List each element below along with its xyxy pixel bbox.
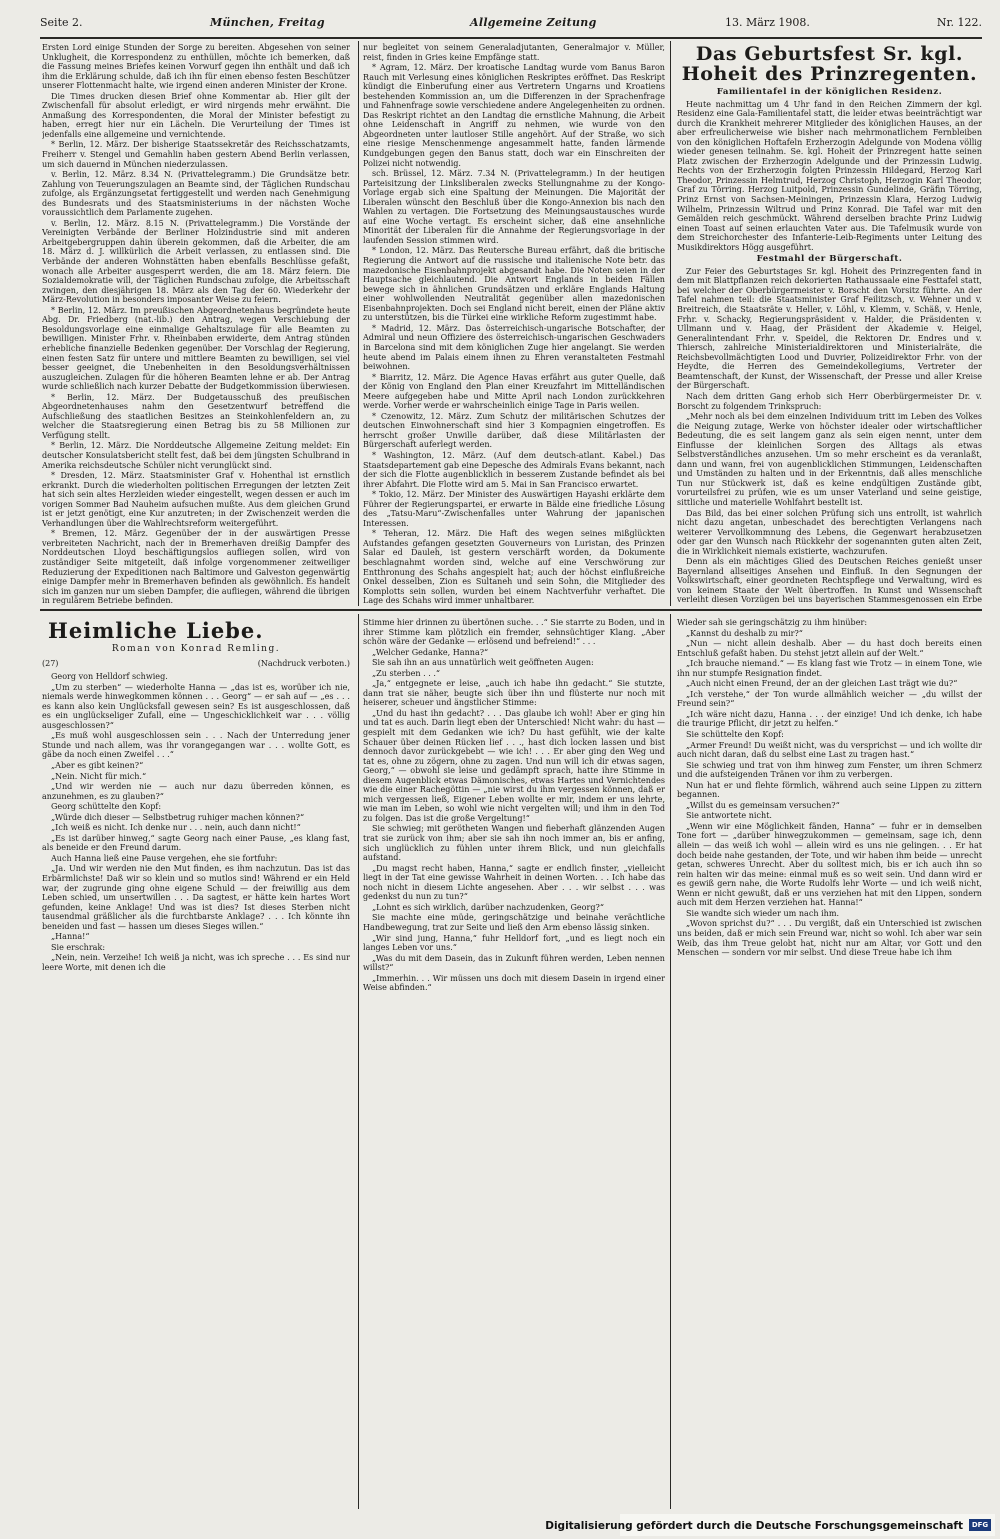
article-paragraph: „Immerhin. . . Wir müssen uns doch mit diesem Dasein in irgend einer Weise abfinden.“	[363, 973, 665, 993]
article-paragraph: „Kannst du deshalb zu mir?“	[686, 628, 803, 638]
article-paragraph: „Zu sterben . . .“	[372, 668, 441, 678]
article-paragraph: v. Berlin, 12. März. 8.34 N. (Privattelegramm.) Die Grundsätze betr. Zahlung von Teuerungszulagen an Beamte sind, der Täglichen Rundschau zufolge, als Ergänzungsetat fertiggestellt und werden nach Genehmigung des Bundesrats und des Staatsministeriums in der nächsten Woche voraussichtlich dem Parlamente zugehen.	[42, 170, 350, 218]
section-subhead: Familientafel in der königlichen Residenz.	[716, 87, 943, 97]
article-paragraph: * Teheran, 12. März. Die Haft des wegen seines mißglückten Aufstandes gefangen gesetzten Gouverneurs von Luristan, des Prinzen Salar ed Dauleh, ist gestern verschärft worden, da Dokumente beschlagnahmt worden sind, welche auf eine Verschwörung zur Entthronung des Schahs angespielt hat; auch der höchst einflußreiche Onkel desselben, Zion es Sultaneh und sein Sohn, die Mitglieder des Komplotts sein sollen, wurden bei einem Nachtverfuhr verhaftet. Die Lage des Schahs wird immer unhaltbarer.	[363, 529, 665, 605]
article-paragraph: „Würde dich dieser — Selbstbetrug ruhiger machen können?“	[51, 812, 305, 822]
article-paragraph: „Und wir werden nie — auch nur dazu überreden können, es anzunehmen, es zu glauben?“	[42, 782, 350, 801]
article-paragraph: Auch Hanna ließ eine Pause vergehen, ehe sie fortfuhr:	[51, 853, 278, 863]
article-paragraph: * Biarritz, 12. März. Die Agence Havas erfährt aus guter Quelle, daß der König von England den Plan einer Kreuzfahrt im Mittelländischen Meere aufgegeben habe und Mitte April nach London zurückkehren werde. Vorher werde er wahrscheinlich einige Tage in Paris weilen.	[363, 372, 665, 411]
installment-number: (27)	[42, 658, 59, 668]
news-column-2	[363, 43, 665, 605]
article-paragraph: „Ja. Und wir werden nie den Mut finden, es ihm nachzutun. Das ist das Erbärmlichste! Daß wir so klein und so mutlos sind! Während er ein Held war, der zugrunde ging ohne eigene Schuld — der freiwillig aus dem Leben schied, um unsertwillen . . . Da sagtest, er hätte kein hartes Wort gefunden, keine Anklage! Und was ist dies? Ist dieses Sterben nicht tausendmal gräßlicher als die furchtbarste Anklage? . . . Ich könnte ihn beneiden und fast — hassen um dieses Sieges willen.“	[42, 864, 350, 931]
article-paragraph: „Du magst recht haben, Hanna,“ sagte er endlich finster, „vielleicht liegt in der Tat eine gewisse Wahrheit in deinen Worten. . . Ich habe das noch nicht in diesem Lichte angesehen. Aber . . . wir selbst . . . was gedenkst du nun zu tun?“	[363, 863, 665, 902]
novel-meta	[42, 659, 350, 669]
digitization-footer	[545, 1514, 995, 1536]
article-paragraph: Denn als ein mächtiges Glied des Deutschen Reiches genießt unser Bayernland allseitiges Ansehen und Einfluß. In den Segnungen der Volkswirtschaft, einer geordneten Rechtspflege und Verwaltung, wird es von keinem Staate der Welt übertroffen. In Kunst und Wissenschaft verleiht diesen Vorzügen bei uns bayerischen Stammesgenossen ein Erbe	[677, 557, 982, 605]
article-paragraph: „Es muß wohl ausgeschlossen sein . . . Nach der Unterredung jener Stunde und nach allem, was ihr vorangegangen war . . . wollte Gott, es gäbe da noch einen Zweifel . . .“	[42, 731, 350, 760]
article-paragraph: Sie machte eine müde, geringschätzige und beinahe verächtliche Handbewegung, trat zur Seite und ließ den Arm ebenso lässig sinken.	[363, 913, 665, 932]
reprint-notice: (Nachdruck verboten.)	[257, 658, 350, 668]
article-paragraph: * Washington, 12. März. (Auf dem deutsch-atlant. Kabel.) Das Staatsdepartement gab eine Depesche des Admirals Evans bekannt, nach der sich die Flotte augenblicklich in besserem Zustande befindet als bei ihrer Abfahrt. Die Flotte wird am 5. Mai in San Francisco erwartet.	[363, 450, 665, 489]
article-paragraph: „Nein. Nicht für mich.“	[51, 771, 147, 781]
section-subhead: Festmahl der Bürgerschaft.	[756, 254, 903, 265]
article-paragraph: nur begleitet von seinem Generaladjutanten, Generalmajor v. Müller, reist, finden in Gries keine Empfänge statt.	[363, 43, 665, 62]
article-paragraph: „Ja,“ entgegnete er leise, „auch ich habe ihn gedacht.“ Sie stutzte, dann trat sie näher, beugte sich über ihn und flüsterte nur noch mit heiserer, scheuer und ängstlicher Stimme:	[363, 679, 665, 708]
news-column-1	[42, 43, 350, 605]
masthead	[40, 6, 982, 34]
article-paragraph: Sie sah ihn an aus unnatürlich weit geöffneten Augen:	[372, 658, 594, 668]
column-divider	[358, 614, 359, 1509]
city-day: München, Freitag	[210, 16, 325, 29]
dfg-logo: DFG	[969, 1519, 991, 1531]
article-paragraph: „Welcher Gedanke, Hanna?“	[372, 647, 489, 657]
article-paragraph: Sie erschrak:	[51, 942, 106, 952]
footer-text: Digitalisierung gefördert durch die Deutsche Forschungsgemeinschaft	[545, 1520, 963, 1532]
novel-author: Roman von Konrad Remling.	[111, 644, 281, 654]
article-paragraph: Nun hat er und flehte förmlich, während auch seine Lippen zu zittern begannen.	[677, 780, 982, 800]
novel-text-1	[42, 672, 350, 972]
article-paragraph: * Berlin, 12. März. Die Norddeutsche Allgemeine Zeitung meldet: Ein deutscher Konsulatsbericht stellt fest, daß bei dem jüngsten Schulbrand in Amerika reichsdeutsche Schüler nicht verunglückt sind.	[42, 441, 350, 470]
article-paragraph: Stimme hier drinnen zu übertönen suche. . .“ Sie starrte zu Boden, und in ihrer Stimme kam plötzlich ein fremder, sehnsüchtiger Klang. „Aber schön wäre der Gedanke — erlösend und befreiend!“ . . .	[363, 618, 665, 647]
article-paragraph: „Nun — nicht allein deshalb. Aber — du hast doch bereits einen Entschluß gefaßt haben. Du stehst jetzt allein auf der Welt.“	[677, 639, 982, 658]
article-paragraph: „Ich verstehe,“ der Ton wurde allmählich weicher — „du willst der Freund sein?“	[677, 689, 982, 709]
article-paragraph: v. Berlin, 12. März. 8.15 N. (Privattelegramm.) Die Vorstände der Vereinigten Verbände der Berliner Holzindustrie sind mit anderen Arbeitgebergruppen dahin überein gekommen, daß die Arbeiter, die am 18. März d. J. willkürlich die Arbeit verlassen, zu entlassen sind. Die Verbände der anderen Wohnstätten haben ebenfalls Beschlüsse gefaßt, wonach alle Arbeiter ausgesperrt werden, die am 18. März feiern. Die Sozialdemokratie will, der Täglichen Rundschau zufolge, die Arbeitsschaft zwingen, den diesjährigen 18. März als den Tag der 60. Wiederkehr der März-Revolution in besonders imposanter Weise zu feiern.	[42, 218, 350, 305]
article-paragraph: Sie antwortete nicht.	[686, 811, 772, 821]
article-paragraph: „Armer Freund! Du weißt nicht, was du versprichst — und ich wollte dir auch nicht daran, daß du selbst eine Last zu tragen hast.“	[677, 740, 982, 760]
section-title: Das Geburtsfest Sr. kgl. Hoheit des Prinzregenten.	[681, 44, 978, 85]
article-paragraph: * Agram, 12. März. Der kroatische Landtag wurde vom Banus Baron Rauch mit Verlesung eines königlichen Reskriptes eröffnet. Das Reskript kündigt die Einberufung einer aus Vertretern Ungarns und Kroatiens bestehenden Kommission an, um die Differenzen in der Sprachenfrage und Fahnenfrage sowie verschiedene andere Angelegenheiten zu ordnen. Das Reskript richtet an den Landtag die ernstliche Mahnung, die Arbeit ohne Leidenschaft in Angriff zu nehmen, wie wurde von den Abgeordneten unter lautloser Stille angehört. Auf der Straße, wo sich eine riesige Menschenmenge angesammelt hatte, fanden lärmende Kundgebungen gegen den Banus statt, doch war ein Einschreiten der Polizei nicht notwendig.	[363, 63, 665, 168]
novel-column-3	[677, 618, 982, 1508]
article-paragraph: „Was du mit dem Dasein, das in Zukunft führen werden, Leben nennen willst?“	[363, 953, 665, 973]
article-paragraph: „Wovon sprichst du?“ . . . Du vergißt, daß ein Unterschied ist zwischen uns beiden, daß er mich sein Freund war, nicht so wohl. Ich aber war sein Weib, das ihm Treue gelobt hat, nicht nur am Altar, vor Gott und den Menschen — sondern vor mir selbst. Und diese Treue habe ich ihm	[677, 919, 982, 958]
article-paragraph: * London, 12. März. Das Reutersche Bureau erfährt, daß die britische Regierung die Antwort auf die russische und italienische Note betr. das mazedonische Eisenbahnprojekt abgesandt habe. Die Noten seien in der Hauptsache gleichlautend. Die Antwort Englands in beiden Fällen bewege sich in ähnlichen Grundsätzen und erkläre Englands Haltung einer wohlwollenden Neutralität gegenüber allen mazedonischen Eisenbahnprojekten. Doch sei England nicht bereit, einen der Pläne aktiv zu unterstützen, bis die Türkei eine wirkliche Reform zugestimmt habe.	[363, 246, 665, 323]
article-paragraph: Georg von Helldorf schwieg.	[51, 672, 168, 682]
article-paragraph: „Ich weiß es nicht. Ich denke nur . . . nein, auch dann nicht!“	[51, 823, 301, 833]
masthead-rule	[40, 37, 982, 39]
article-paragraph: Sie schwieg; mit gerötheten Wangen und fieberhaft glänzenden Augen trat sie zurück von ihm; aber sie sah ihn noch immer an, bis er anfing, sich unglücklich zu fühlen unter ihrem Blick, und nun gleichfalls aufstand.	[363, 824, 665, 863]
article-paragraph: „Und du hast ihn gedacht? . . . Das glaube ich wohl! Aber er ging hin und tat es auch. Darin liegt eben der Unterschied! Nicht wahr: du hast — gespielt mit dem Gedanken wie ich? Du hast gefühlt, wie der kalte Schauer über deinen Rücken lief . . ., hast dich locken lassen und bist dennoch davor zurückgebebt — wie ich! . . . Er aber ging den Weg und tat es, ohne zu zögern, ohne zu zagen. Und nun will ich dir etwas sagen, Georg,“ — obwohl sie leise und gedämpft sprach, hatte ihre Stimme in diesem Augenblick etwas Dämonisches, etwas Hartes und Vernichtendes wie die einer Rachegöttin — „nie wirst du ihm vergessen können, daß er mich vergessen ließ, Eigener Leben wollte er mir, indem er uns lehrte, wie man im Leben, so wohl wie nicht vergelten will; und ihm in den Tod zu folgen. Das ist die große Vergeltung!“	[363, 708, 665, 823]
page-number: Seite 2.	[40, 16, 83, 29]
column-divider	[670, 614, 671, 1509]
article-paragraph: * Tokio, 12. März. Der Minister des Auswärtigen Hayashi erklärte dem Führer der Regierungspartei, er erwarte in Bälde eine friedliche Lösung des „Tatsu-Maru“-Zwischenfalles unter Wahrung der japanischen Interessen.	[363, 490, 665, 528]
novel-title: Heimliche Liebe.	[48, 618, 264, 643]
article-paragraph: * Madrid, 12. März. Das österreichisch-ungarische Botschafter, der Admiral und neun Offiziere des österreichisch-ungarischen Geschwaders in Barcelona sind mit dem königlichen Zuge hier angelangt. Sie werden heute abend im Palais einem ihnen zu Ehren veranstalteten Festmahl beiwohnen.	[363, 323, 665, 372]
article-paragraph: Heute nachmittag um 4 Uhr fand in den Reichen Zimmern der kgl. Residenz eine Gala-Familientafel statt, die leider etwas beeinträchtigt war durch die Krankheit mehrerer Mitglieder des königlichen Hauses, an der aber erfreulicherweise wie bisher nach mehrmonatlichem Fernbleiben von den königlichen Hoftafeln Erzherzogin Adelgunde von Modena völlig wieder genesen teilnahm. Se. kgl. Hoheit der Prinzregent hatte seinen Platz zwischen der Erzherzogin Adelgunde und der Prinzessin Ludwig. Rechts von der Erzherzogin folgten Prinzessin Hildegard, Herzog Karl Theodor, Prinzessin Helmtrud, Herzog Christoph, Herzogin Karl Theodor, Graf zu Törring. Herzog Luitpold, Prinzessin Gundelinde, Gräfin Törring, Prinz Ernst von Sachsen-Meiningen, Prinzessin Klara, Herzog Ludwig Wilhelm, Prinzessin Wiltrud und Prinz Konrad. Die Tafel war mit den Gemälden reich geschmückt. Während derselben brachte Prinz Ludwig einen Toast auf seinen erlauchten Vater aus. Die Tafelmusik wurde von dem Streichorchester des Infanterie-Leib-Regiments unter Leitung des Musikdirektors Högg ausgeführt.	[677, 99, 982, 252]
article-paragraph: „Wenn wir eine Möglichkeit fänden, Hanna“ — fuhr er in demselben Tone fort — „darüber hinwegzukommen — gemeinsam, sage ich, denn allein — das weiß ich wohl — allein wird es uns nie gelingen. . . Er hat doch beide nahe gestanden, der Tote, und wir haben ihm beide — unrecht getan, schweres Unrecht. Aber du solltest mich, bis er ich auch ihn so rein halten wir das meine: einmal muß es so weit sein. Und dann wird er es gewiß gern nahe, die Worte Rudolfs lehr Worte — und ich weiß nicht, Wenn er nicht gewußt, daß er uns verziehen hat mit den Lippen, sondern auch mit dem Herzen verziehen hat. Hanna!“	[677, 821, 982, 908]
article-paragraph: Sie schwieg und trat von ihm hinweg zum Fenster, um ihren Schmerz und die aufsteigenden Tränen vor ihm zu verbergen.	[677, 760, 982, 780]
issue-number: Nr. 122.	[936, 16, 982, 29]
column-divider	[670, 41, 671, 606]
news-column-3	[677, 44, 982, 605]
paper-name: Allgemeine Zeitung	[470, 16, 597, 29]
article-paragraph: „Ich wäre nicht dazu, Hanna . . . der einzige! Und ich denke, ich habe die traurige Pflicht, dir jetzt zu helfen.“	[677, 709, 982, 729]
article-paragraph: „Nein, nein. Verzeihe! Ich weiß ja nicht, was ich spreche . . . Es sind nur leere Worte, mit denen ich die	[42, 953, 350, 972]
article-paragraph: „Es ist darüber hinweg,“ sagte Georg nach einer Pause, „es klang fast, als beneide er den Freund darum.	[42, 833, 350, 853]
article-paragraph: „Um zu sterben“ — wiederholte Hanna — „das ist es, worüber ich nie, niemals werde hinwegkommen können . . . Georg“ — er sah auf — „es . . . es kann also kein Unglücksfall gewesen sein? Es ist ausgeschlossen, daß es ein unglückseliger Zufall, eine — Ungeschicklichkeit war . . . völlig ausgeschlossen?“	[42, 682, 350, 730]
article-paragraph: „Mehr noch als bei dem einzelnen Individuum tritt im Leben des Volkes die Neigung zutage, Werke von höchster idealer oder wirtschaftlicher Bedeutung, die es seit langem ganz als sein eigen nennt, unter dem Einflusse der kleinlichen Sorgen des Alltags als etwas Selbstverständliches anzusehen. Um so mehr erscheint es da veranlaßt, dann und wann, frei von augenblicklichen Stimmungen, Leidenschaften und Umständen zu halten und in der Erkenntnis, daß alles menschliche Tun nur Stückwerk ist, daß es keine endgültigen Zustände gibt, vorurteilsfrei zu prüfen, wie es um unser Vaterland und seine geistige, sittliche und materielle Wohlfahrt bestellt ist.	[677, 412, 982, 507]
article-paragraph: „Ich brauche niemand.“ — Es klang fast wie Trotz — in einem Tone, wie ihn nur stumpfe Resignation findet.	[677, 659, 982, 678]
article-paragraph: Zur Feier des Geburtstages Sr. kgl. Hoheit des Prinzregenten fand in dem mit Blattpflanzen reich dekorierten Rathaussaale eine Festtafel statt, bei welcher der Oberbürgermeister v. Borscht den Vorsitz führte. An der Tafel nahmen teil: die Staatsminister Graf Feilitzsch, v. Wehner und v. Breitreich, die Staatsräte v. Heller, v. Löhl, v. Klemm, v. Schäß, v. Henle, Frhr. v. Schacky, Regierungspräsident v. Halder, die Präsidenten v. Ullmann und v. Haag, der Präsident der Akademie v. Heigel, Generalintendant Frhr. v. Speidel, die Rektoren Dr. Endres und v. Thiersch, zahlreiche Ministerialdirektoren und Ministerialräte, die Reichsbevollmächtigten Lood und Duvrier, Polizeidirektor Frhr. von der Heydte, die Herren des Gemeindekollegiums, Vertreter der Beamtenschaft, der Kunst, der Wissenschaft, der Presse und aller Kreise der Bürgerschaft.	[677, 266, 982, 391]
article-paragraph: Georg schüttelte den Kopf:	[51, 802, 162, 812]
article-paragraph: sch. Brüssel, 12. März. 7.34 N. (Privattelegramm.) In der heutigen Parteisitzung der Linksliberalen zwecks Stellungnahme zu der Kongo-Vorlage ergab sich eine Spaltung der Meinungen. Die Majorität der Liberalen wünscht den Beschluß über die Kongo-Annexion bis nach den Wahlen zu vertagen. Die Fortsetzung des Meinungsaustausches wurde auf eine Woche vertagt. Es erscheint sicher, daß eine ansehnliche Minorität der Liberalen für die Annahme der Regierungsvorlage in der laufenden Session stimmen wird.	[363, 169, 665, 245]
article-paragraph: * Bremen, 12. März. Gegenüber der in der auswärtigen Presse verbreiteten Nachricht, nach der in Bremerhaven dreißig Dampfer des Norddeutschen Lloyd beschäftigungslos aufliegen sollen, wird von zuständiger Seite mitgeteilt, daß infolge vorgenommener zeitweiliger Reduzierung der Expeditionen nach Baltimore und Galveston gegenwärtig einige Dampfer mehr in Bremerhaven befinden als gewöhnlich. Es handelt sich im ganzen nur um sieben Dampfer, die aufliegen, während die übrigen in regulärem Betriebe befinden.	[42, 529, 350, 605]
feuilleton-rule	[40, 609, 982, 611]
column-divider	[358, 41, 359, 606]
novel-column-1	[42, 616, 350, 1508]
article-paragraph: * Berlin, 12. März. Im preußischen Abgeordnetenhaus begründete heute Abg. Dr. Friedberg (nat.-lib.) den Antrag, wegen Verschiebung der Besoldungsvorlage eine einmalige Gehaltszulage für alle Beamten zu bewilligen. Minister Frhr. v. Rheinbaben erwiderte, dem Antrag stünden erhebliche finanzielle Bedenken gegenüber. Der Vorschlag der Regierung, einen festen Satz für untere und mittlere Beamten zu bewilligen, sei viel besser geeignet, die Unebenheiten in den Besoldungsverhältnissen auszugleichen. Zulagen für die höheren Beamten lehne er ab. Der Antrag wurde schließlich nach kurzer Debatte der Budgetkommission überwiesen.	[42, 305, 350, 392]
article-paragraph: * Czenowitz, 12. März. Zum Schutz der militärischen Schutzes der deutschen Einwohnerschaft sind hier 3 Kompagnien eingetroffen. Es herrscht großer Unwille darüber, daß diese Militärlasten der Bürgerschaft auferlegt werden.	[363, 411, 665, 450]
article-paragraph: Ersten Lord einige Stunden der Sorge zu bereiten. Abgesehen von seiner Unklugheit, die Korrespondenz zu enthüllen, möchte ich bemerken, daß die Fassung meines Briefes keinen Vorwurf gegen ihn enthält und daß ich ihm die Erklärung schulde, daß ich ihn für einen ebenso festen Beschützer unserer Flottenmacht halte, wie irgend einen anderen Minister der Krone.	[42, 43, 350, 91]
article-paragraph: „Hanna!“	[51, 932, 90, 942]
article-paragraph: * Berlin, 12. März. Der Budgetausschuß des preußischen Abgeordnetenhauses nahm den Gesetzentwurf betreffend die Aufschließung des staatlichen Besitzes an Steinkohlenfeldern an, zu welcher die Staatsregierung einen Betrag bis zu 58 Millionen zur Verfügung stellt.	[42, 392, 350, 440]
article-paragraph: * Berlin, 12. März. Der bisherige Staatssekretär des Reichsschatzamts, Freiherr v. Stengel und Gemahlin haben gestern Abend Berlin verlassen, um sich dauernd in München niederzulassen.	[42, 140, 350, 169]
article-paragraph: „Wir sind jung, Hanna,“ fuhr Helldorf fort, „und es liegt noch ein langes Leben vor uns.“	[363, 933, 665, 953]
article-paragraph: „Lohnt es sich wirklich, darüber nachzudenken, Georg?“	[372, 902, 604, 912]
article-paragraph: „Auch nicht einen Freund, der an der gleichen Last trägt wie du?“	[686, 679, 958, 689]
article-paragraph: * Dresden, 12. März. Staatsminister Graf v. Hohenthal ist ernstlich erkrankt. Durch die wiederholten politischen Erregungen der letzten Zeit hat sich sein altes Herzleiden wieder eingestellt, wegen dessen er auch im vorigen Sommer Bad Nauheim aufsuchen mußte. Aus dem gleichen Grund ist er jetzt genötigt, eine Kur anzutreten; in der Zwischenzeit werden die Verhandlungen über die Wahlrechtsreform weitergeführt.	[42, 471, 350, 528]
article-paragraph: „Aber es gibt keinen?“	[51, 761, 144, 771]
article-paragraph: Nach dem dritten Gang erhob sich Herr Oberbürgermeister Dr. v. Borscht zu folgendem Trinkspruch:	[677, 391, 982, 411]
novel-column-2	[363, 618, 665, 1508]
article-paragraph: Die Times drucken diesen Brief ohne Kommentar ab. Hier gilt der Zwischenfall für absolut erledigt, er wird nirgends mehr erwähnt. Die Anmaßung des Korrespondenten, die Moral der Minister befestigt zu haben, erregt hier nur ein Lächeln. Die Verurteilung der Times ist jedenfalls eine allgemeine und vernichtende.	[42, 91, 350, 139]
issue-date: 13. März 1908.	[725, 16, 810, 29]
article-paragraph: Wieder sah sie geringschätzig zu ihm hinüber:	[677, 618, 868, 627]
article-paragraph: Das Bild, das bei einer solchen Prüfung sich uns entrollt, ist wahrlich nicht dazu angetan, unbeschadet des berechtigten Verlangens nach weiterer Vervollkommnung des Lebens, die Gegenwart herabzusetzen oder gar den Wunsch nach Rückkehr der sogenannten guten alten Zeit, die in Wirklichkeit niemals existierte, wachzurufen.	[677, 508, 982, 556]
article-paragraph: Sie wandte sich wieder um nach ihm.	[686, 908, 840, 918]
article-paragraph: „Willst du es gemeinsam versuchen?“	[686, 800, 840, 810]
article-paragraph: Sie schüttelte den Kopf:	[686, 730, 784, 740]
